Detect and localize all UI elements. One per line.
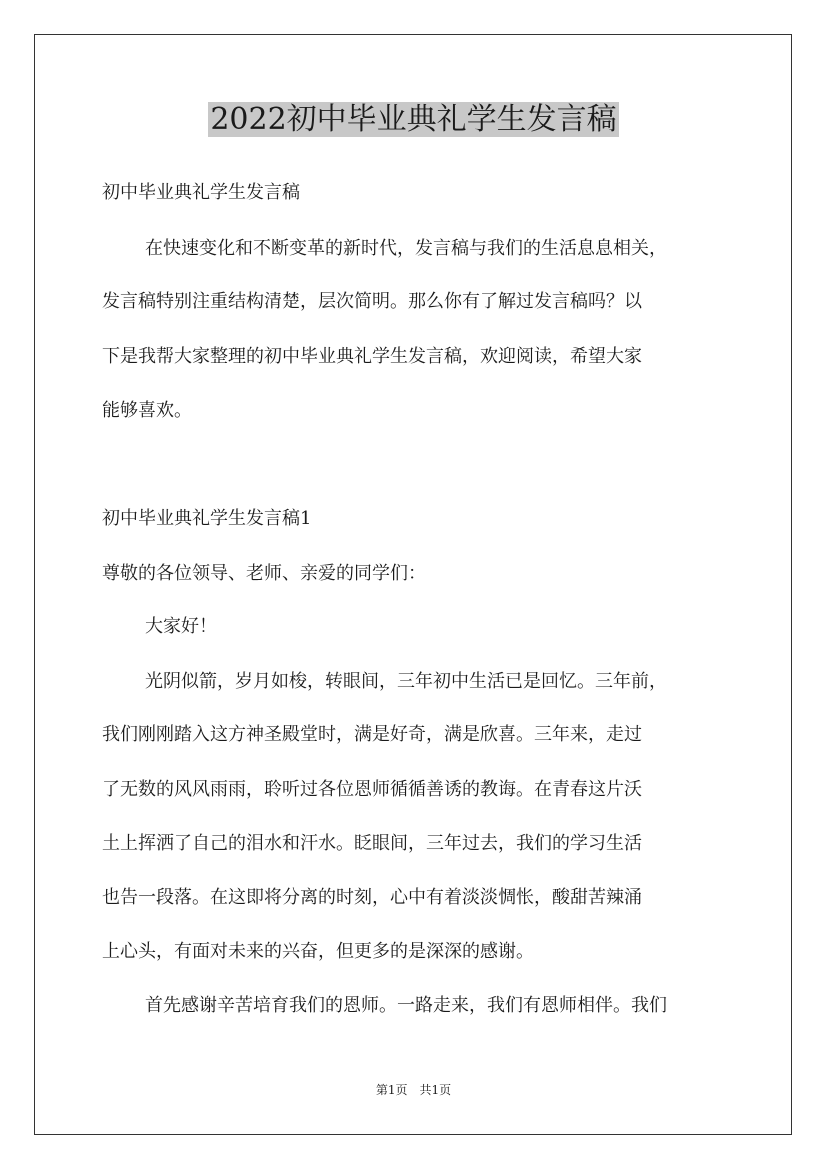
intro-line: 发言稿特别注重结构清楚，层次简明。那么你有了解过发言稿吗？以	[102, 291, 642, 312]
intro-line: 能够喜欢。	[102, 400, 192, 421]
body-line: 了无数的风风雨雨，聆听过各位恩师循循善诱的教诲。在青春这片沃	[102, 779, 642, 800]
section-heading: 初中毕业典礼学生发言稿1	[102, 508, 312, 529]
intro-line: 下是我帮大家整理的初中毕业典礼学生发言稿，欢迎阅读，希望大家	[102, 346, 642, 367]
body-line: 也告一段落。在这即将分离的时刻，心中有着淡淡惆怅，酸甜苦辣涌	[102, 887, 642, 908]
greeting: 大家好！	[145, 616, 217, 637]
body-line: 土上挥洒了自己的泪水和汗水。眨眼间，三年过去，我们的学习生活	[102, 833, 642, 854]
document-title: 2022初中毕业典礼学生发言稿	[210, 102, 617, 137]
body-line: 我们刚刚踏入这方神圣殿堂时，满是好奇，满是欣喜。三年来，走过	[102, 724, 642, 745]
body-line: 光阴似箭，岁月如梭，转眼间，三年初中生活已是回忆。三年前，	[145, 671, 667, 692]
body-line: 上心头，有面对未来的兴奋，但更多的是深深的感谢。	[102, 941, 534, 962]
intro-heading: 初中毕业典礼学生发言稿	[102, 182, 300, 203]
page-number: 第1页 共1页	[375, 1083, 452, 1097]
body-line: 首先感谢辛苦培育我们的恩师。一路走来，我们有恩师相伴。我们	[145, 995, 667, 1016]
intro-line: 在快速变化和不断变革的新时代，发言稿与我们的生活息息相关，	[145, 238, 667, 259]
salutation: 尊敬的各位领导、老师、亲爱的同学们：	[102, 563, 426, 584]
